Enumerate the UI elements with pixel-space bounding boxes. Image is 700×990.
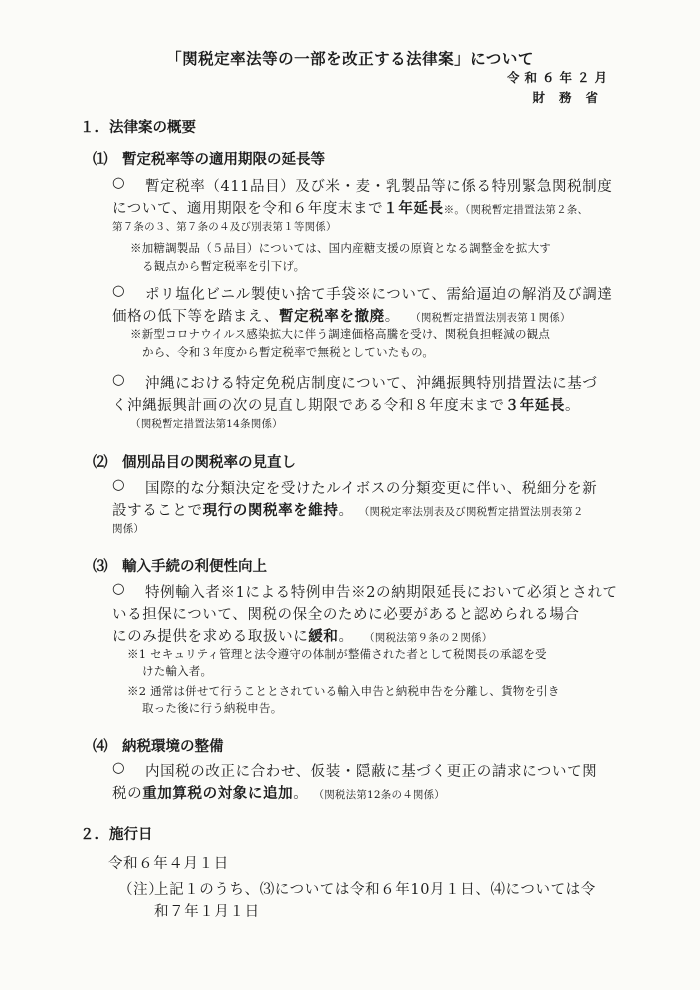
section2-note-label: （注） [118,882,164,898]
sub1-item1-line2-ref: （関税暫定措置法第２条、 [465,204,589,216]
sub1-item1-note-line1: ※加糖調製品（５品目）については、国内産糖支援の原資となる調整金を拡大す [130,241,551,255]
sub1-item3-line2-bold: ３年延長 [504,397,566,414]
sub2-bullet: ○ [112,477,125,493]
section2-note-line1: 上記１のうち、⑶については令和６年10月１日、⑷については令 [154,882,596,898]
sub1-item1-line2-mark: ※。 [443,204,466,216]
sub1-item2-line2-bold: 暫定税率を撤廃 [278,308,385,325]
sub1-item3-bullet: ○ [112,372,125,388]
sub3-note2-line1: ※2 通常は併せて行うこととされている輸入申告と納税申告を分離し、貨物を引き [127,684,560,698]
sub1-item3-line2-end: 。 [565,398,581,414]
sub3-line3-ref: （関税法第９条の２関係） [364,632,493,644]
sub3-note1-line1: ※1 セキュリティ管理と法令遵守の体制が整備された者として税関長の承認を受 [127,647,547,661]
sub2-heading: 個別品目の関税率の見直し [122,454,296,471]
sub4-line2-bold: 重加算税の対象に追加 [142,785,294,802]
sub1-item2-note-line2: から、令和３年度から暫定税率で無税としていたもの。 [142,345,435,359]
sub3-line3-text: にのみ提供を求める取扱いに [112,629,309,645]
sub1-item1-line1: 暫定税率（411品目）及び米・麦・乳製品等に係る特別緊急関税制度 [145,179,613,195]
sub1-label: ⑴ [93,151,108,168]
sub2-line2 [112,499,584,520]
sub1-item2-line1: ポリ塩化ビニル製使い捨て手袋※について、需給逼迫の解消及び調達 [145,287,613,303]
sub3-line3-bold: 緩和 [308,628,339,645]
sub2-line3: 関係） [112,523,145,535]
issue-date: 令和６年２月 [506,70,612,85]
sub3-bullet: ○ [112,581,125,597]
sub4-line2-end: 。 [293,786,309,802]
sub2-line2-text: 設することで [112,503,203,519]
sub3-line3 [112,625,492,646]
sub4-bullet: ○ [112,760,125,776]
sub1-item3-line2-text: く沖縄振興計画の次の見直し期限である令和８年度末まで [112,398,505,414]
section2-heading: ２．施行日 [80,826,153,843]
sub1-item3-line1: 沖縄における特定免税店制度について、沖縄振興特別措置法に基づ [145,376,598,392]
sub1-item1-line2 [112,197,588,218]
sub1-item1-note-line2: る観点から暫定税率を引下げ。 [142,259,306,273]
sub4-label: ⑷ [93,738,108,755]
sub4-line2 [112,782,445,803]
sub1-item2-line2 [112,305,571,326]
sub3-note2-line2: 取った後に行う納税申告。 [142,701,283,715]
sub2-line2-end: 。 [338,503,354,519]
sub1-heading: 暫定税率等の適用期限の延長等 [122,151,325,168]
sub3-heading: 輸入手続の利便性向上 [122,558,267,575]
sub1-item2-line2-end: 。 [384,309,400,325]
sub1-item2-line2-ref: （関税暫定措置法別表第１関係） [410,312,571,324]
sub3-label: ⑶ [93,558,108,575]
section2-note-line2: 和７年１月１日 [154,904,260,920]
sub1-item3-ref: （関税暫定措置法第14条関係） [130,418,283,430]
sub2-line1: 国際的な分類決定を受けたルイボスの分類変更に伴い、税細分を新 [145,481,598,497]
sub1-item2-line2-text: 価格の低下等を踏まえ、 [112,309,279,325]
sub4-line1: 内国税の改正に合わせ、仮装・隠蔽に基づく更正の請求について関 [145,764,598,780]
sub1-item2-note-line1: ※新型コロナウイルス感染拡大に伴う調達価格高騰を受け、関税負担軽減の観点 [130,327,551,341]
sub1-item1-bullet: ○ [112,175,125,191]
sub4-line2-text: 税の [112,786,143,802]
sub1-item1-line3: 第７条の３、第７条の４及び別表第１等関係） [112,221,337,233]
document-title: 「関税定率法等の一部を改正する法律案」について [166,49,534,68]
section1-heading: １．法律案の概要 [80,119,196,136]
issuing-ministry: 財務省 [532,90,612,105]
sub3-note1-line2: けた輸入者。 [142,664,213,678]
sub3-line1: 特例輸入者※1による特例申告※2の納期限延長において必須とされて [145,585,618,601]
sub2-label: ⑵ [93,454,108,471]
sub3-line3-end: 。 [338,629,354,645]
sub4-line2-ref: （関税法第12条の４関係） [313,789,445,801]
sub3-line2: いる担保について、関税の保全のために必要があると認められる場合 [112,607,580,623]
sub2-line2-bold: 現行の関税率を維持 [202,502,339,519]
sub2-line2-ref: （関税定率法別表及び関税暫定措置法別表第２ [358,506,584,518]
effective-date: 令和６年４月１日 [108,856,229,872]
sub4-heading: 納税環境の整備 [122,738,224,755]
sub1-item1-line2-text: について、適用期限を令和６年度末まで [112,201,384,217]
sub1-item3-line2 [112,394,580,415]
sub1-item1-line2-bold: １年延長 [383,200,444,217]
sub1-item2-bullet: ○ [112,283,125,299]
